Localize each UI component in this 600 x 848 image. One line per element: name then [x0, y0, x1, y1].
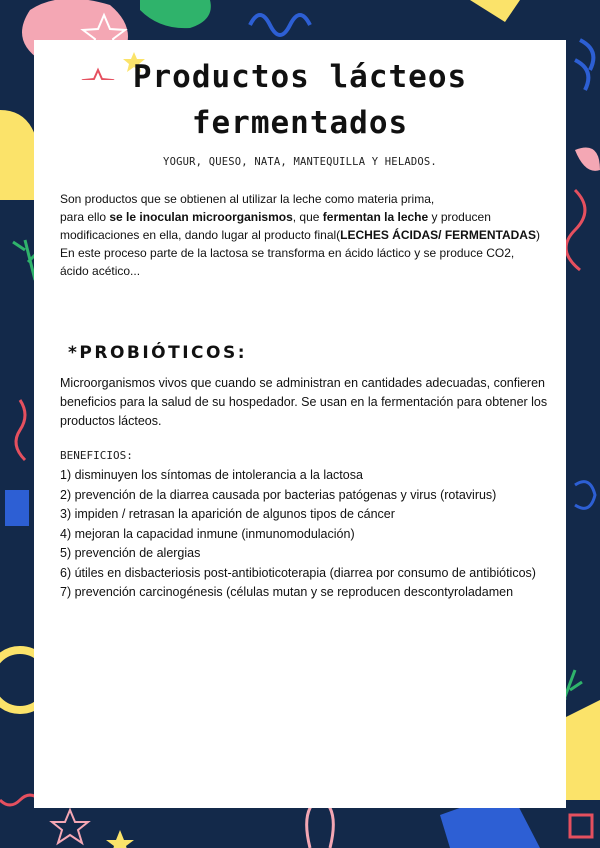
- content-card: [34, 40, 566, 808]
- pink-star-shape: [52, 810, 88, 843]
- intro-text: , que: [292, 210, 323, 224]
- blue-squiggle-shape: [250, 15, 310, 35]
- title-line-2: fermentados: [191, 105, 409, 141]
- yellow-shape: [470, 0, 520, 22]
- white-star-shape: [83, 15, 125, 54]
- intro-bold: fermentan la leche: [322, 210, 429, 224]
- intro-text: modificaciones en ella, dando lugar al producto final(: [60, 228, 341, 242]
- page-title: [34, 54, 566, 146]
- list-item: 3) impiden / retrasan la aparición de algunos tipos de cáncer: [60, 507, 395, 521]
- yellow-star-shape: [106, 830, 134, 848]
- intro-bold: LECHES ÁCIDAS/ FERMENTADAS: [340, 228, 536, 242]
- subtitle: YOGUR, QUESO, NATA, MANTEQUILLA Y HELADOS.: [163, 156, 437, 168]
- intro-line-1: Son productos que se obtienen al utilizar la leche como materia prima,: [60, 192, 435, 206]
- list-item: 5) prevención de alergias: [60, 546, 201, 560]
- pink-petal-shape: [575, 148, 600, 171]
- beneficios-list: [60, 466, 570, 603]
- intro-line-5: ácido acético...: [60, 264, 141, 278]
- blue-square-shape: [5, 490, 29, 526]
- red-squiggle-shape: [566, 190, 585, 270]
- intro-bold: se le inoculan microorganismos: [109, 210, 293, 224]
- intro-text: y producen: [428, 210, 491, 224]
- yellow-bottom-shape: [560, 700, 600, 800]
- intro-paragraph: [60, 190, 566, 280]
- list-item: 6) útiles en disbacteriosis post-antibioticoterapia (diarrea por consumo de antibióticos): [60, 565, 536, 580]
- intro-text: para ello: [60, 210, 110, 224]
- list-item: 2) prevención de la diarrea causada por bacterias patógenas y virus (rotavirus): [60, 487, 497, 502]
- red-square-shape: [570, 815, 592, 837]
- blue-swirl-shape: [575, 482, 595, 509]
- red-swirl-shape: [16, 400, 25, 460]
- probioticos-text: Microorganismos vivos que cuando se administran en cantidades adecuadas, confieren beneficios para la salud de su hospedador. Se usan en la fermentación para obtener los productos lácteos.: [60, 376, 548, 428]
- intro-line-2: [60, 208, 566, 226]
- probioticos-heading: *PROBIÓTICOS:: [68, 343, 248, 363]
- intro-text: ): [535, 228, 540, 242]
- list-item: 1) disminuyen los síntomas de intolerancia a la lactosa: [60, 468, 363, 482]
- list-item: 7) prevención carcinogénesis (células mutan y se reproducen descontyroladamen: [60, 585, 514, 599]
- intro-line-3: [60, 226, 566, 244]
- blue-arcs-shape: [575, 40, 593, 90]
- list-item: 4) mejoran la capacidad inmune (inmunomodulación): [60, 526, 355, 541]
- title-line-1: Productos lácteos: [132, 59, 468, 95]
- intro-line-4: En este proceso parte de la lactosa se transforma en ácido láctico y se produce CO2,: [60, 246, 515, 260]
- beneficios-label: BENEFICIOS:: [60, 449, 133, 462]
